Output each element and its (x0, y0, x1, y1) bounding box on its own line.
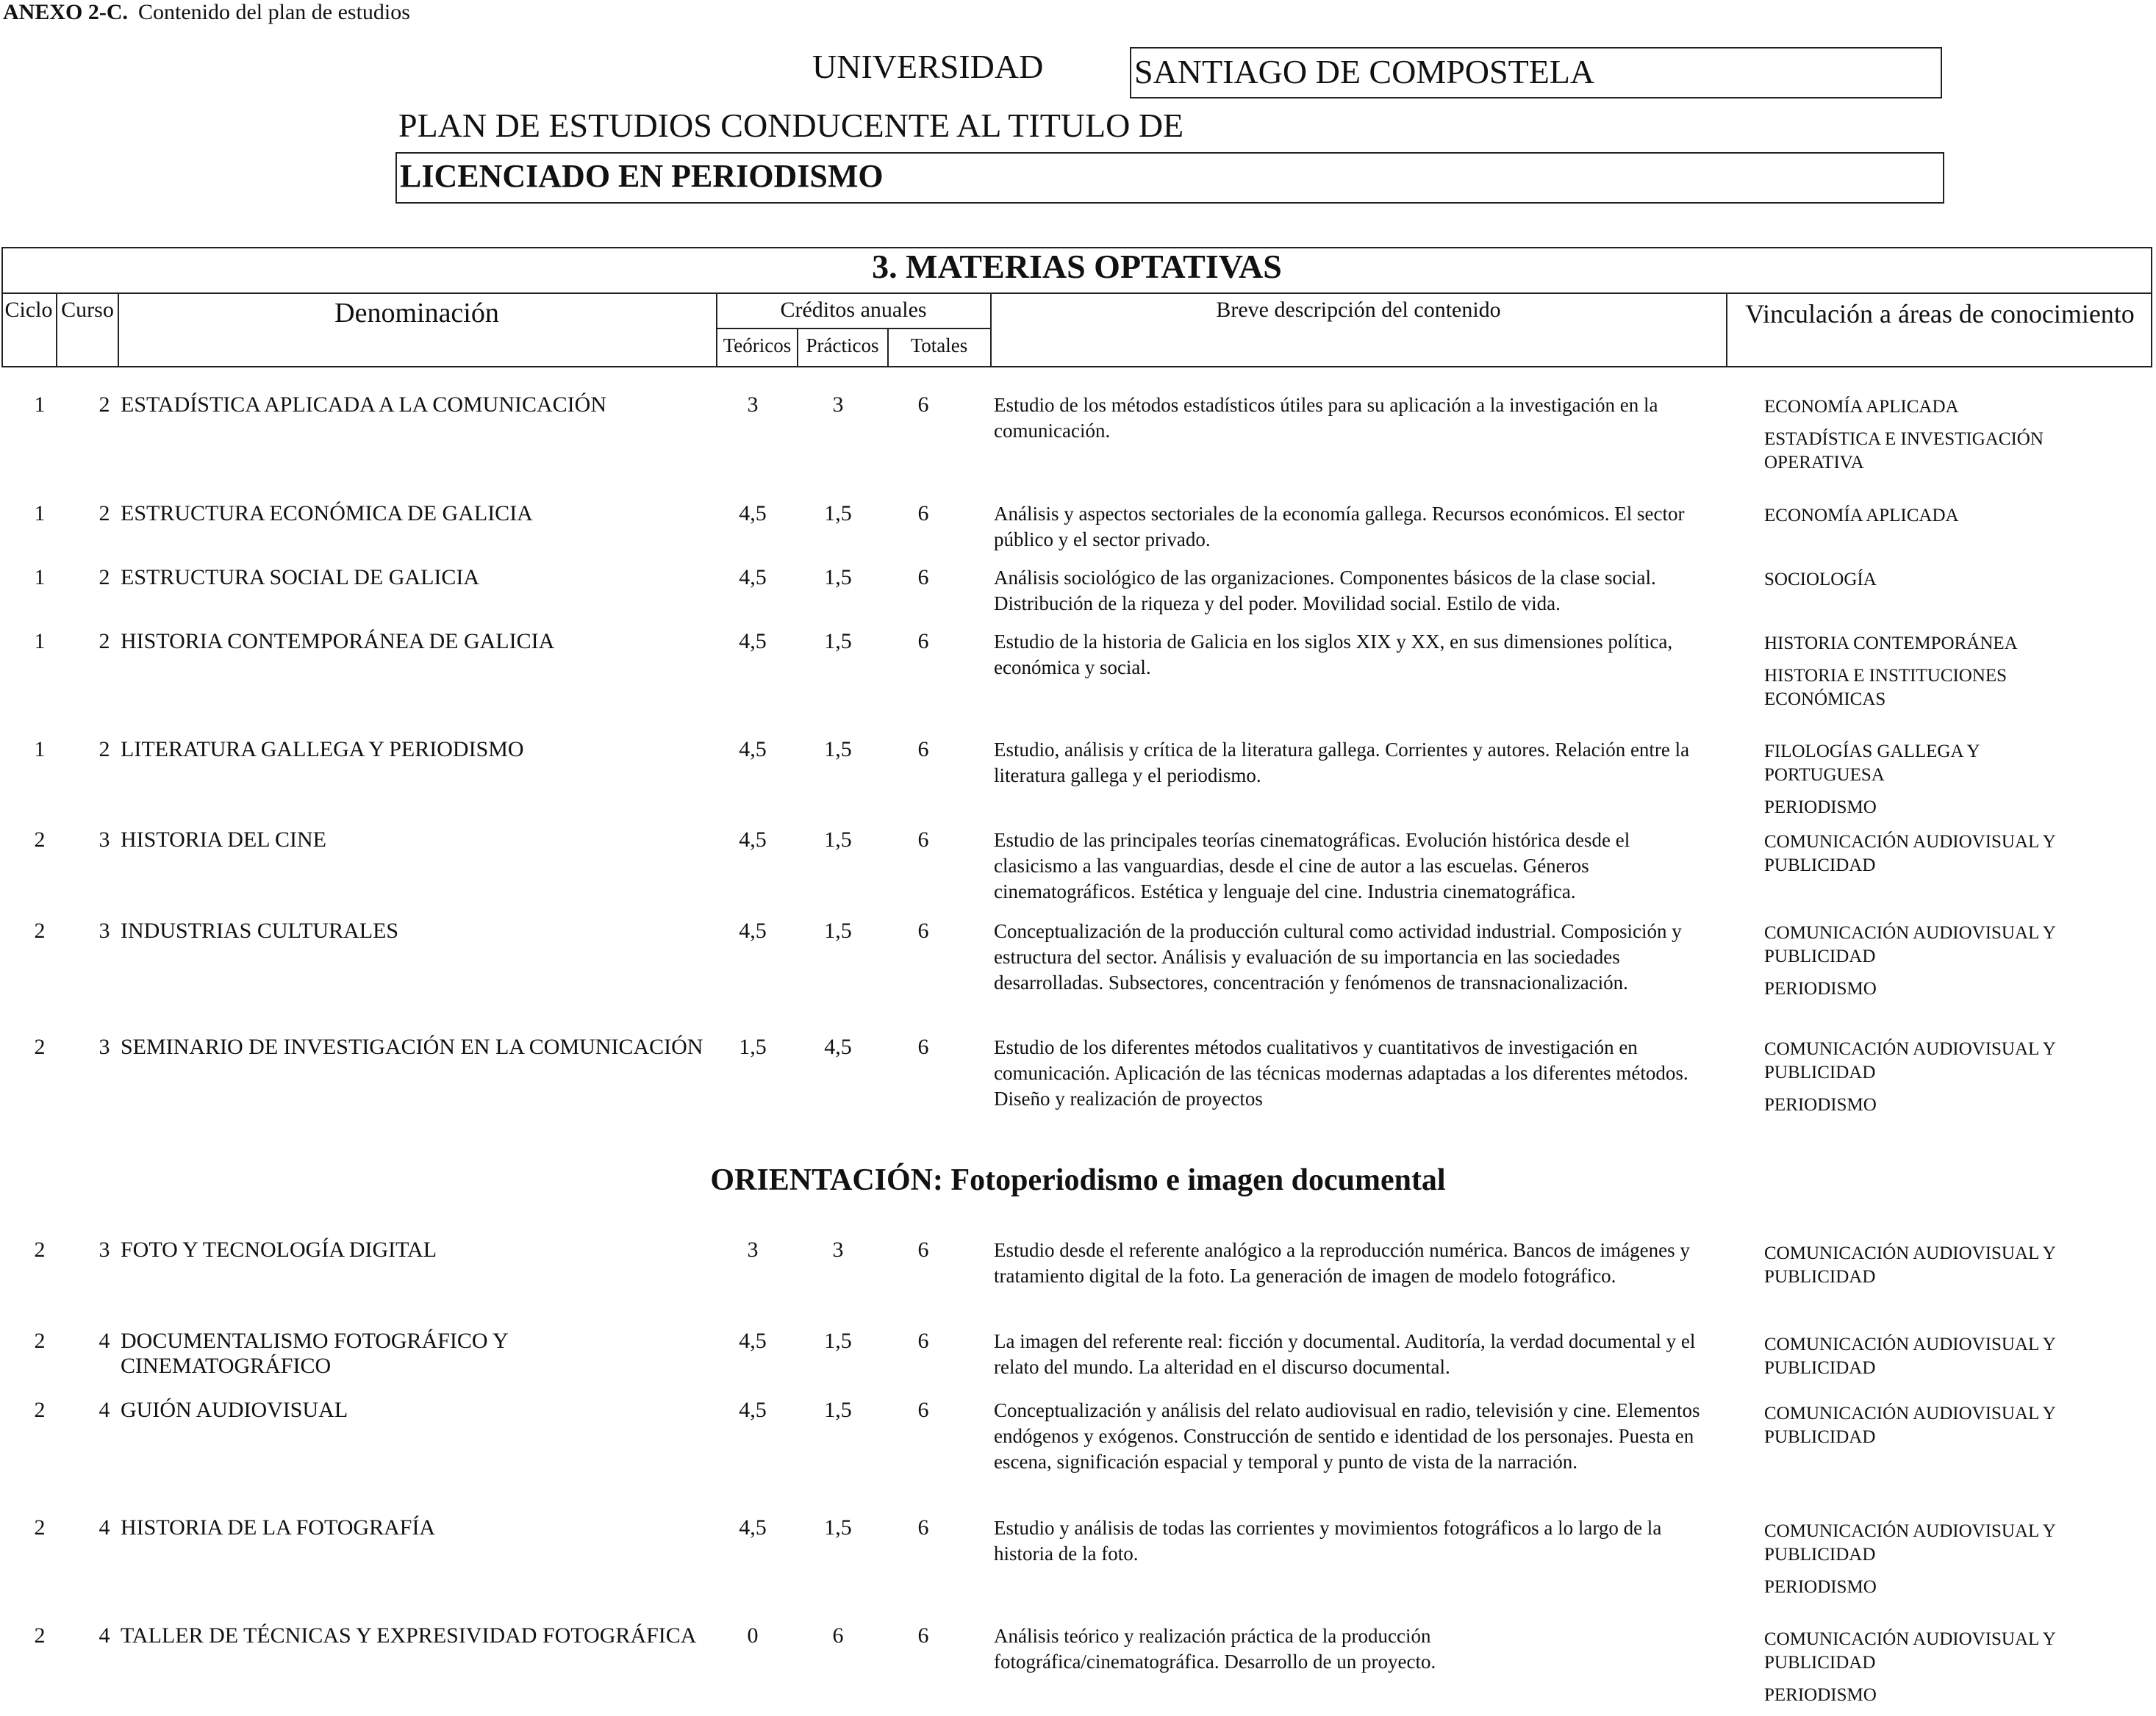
ciclo-cell: 2 (34, 1515, 46, 1540)
plan-label: PLAN DE ESTUDIOS CONDUCENTE AL TITULO DE (398, 107, 1184, 144)
university-label: UNIVERSIDAD (812, 48, 1044, 85)
teoricos-cell: 4,5 (739, 501, 767, 525)
practicos-cell: 3 (832, 392, 844, 417)
area-item: COMUNICACIÓN AUDIOVISUAL Y PUBLICIDAD (1764, 1039, 2055, 1083)
header-divider (1, 292, 2152, 294)
practicos-cell: 6 (832, 1623, 844, 1648)
teoricos-cell: 4,5 (739, 565, 767, 589)
description-cell: La imagen del referente real: ficción y documental. Auditoría, la verdad documental y el relato del mundo. La alteridad en el discurso documental. (994, 1330, 1696, 1378)
header-creditos: Créditos anuales (780, 298, 927, 322)
area-item: COMUNICACIÓN AUDIOVISUAL Y PUBLICIDAD (1764, 1243, 2055, 1287)
header-denominacion: Denominación (334, 298, 499, 329)
practicos-cell: 1,5 (824, 1398, 852, 1422)
teoricos-cell: 1,5 (739, 1035, 767, 1059)
areas-cell (1764, 1333, 2080, 1389)
description-cell: Estudio, análisis y crítica de la literatura gallega. Corrientes y autores. Relación entre la literatura gallega y el periodismo. (994, 739, 1690, 786)
practicos-cell: 4,5 (824, 1035, 852, 1059)
ciclo-cell: 2 (34, 828, 46, 852)
area-item: FILOLOGÍAS GALLEGA Y PORTUGUESA (1764, 742, 1980, 785)
areas-cell (1764, 632, 2080, 720)
practicos-cell: 1,5 (824, 919, 852, 943)
description-cell: Estudio de los diferentes métodos cualitativos y cuantitativos de investigación en comunicación. Aplicación de las técnicas modernas adaptadas a los diferentes métodos. Diseño y realización de proyectos (994, 1036, 1688, 1110)
description-cell: Estudio desde el referente analógico a la reproducción numérica. Bancos de imágenes y tratamiento digital de la foto. La generación de imagen de modelo fotográfico. (994, 1239, 1690, 1287)
totales-cell: 6 (917, 737, 929, 761)
curso-cell: 4 (99, 1398, 110, 1422)
teoricos-cell: 3 (747, 1238, 759, 1262)
teoricos-cell: 0 (747, 1623, 759, 1648)
teoricos-cell: 4,5 (739, 737, 767, 761)
curso-cell: 2 (99, 737, 110, 761)
subject-name: INDUSTRIAS CULTURALES (121, 919, 399, 943)
university-name-box: SANTIAGO DE COMPOSTELA (1130, 47, 1942, 98)
totales-cell: 6 (917, 828, 929, 852)
areas-cell (1764, 830, 2080, 886)
ciclo-cell: 2 (34, 1238, 46, 1262)
areas-cell (1764, 1402, 2080, 1458)
curso-cell: 3 (99, 828, 110, 852)
areas-cell (1764, 922, 2080, 1010)
totales-cell: 6 (917, 1238, 929, 1262)
area-item: PERIODISMO (1764, 1685, 1877, 1705)
ciclo-cell: 1 (34, 737, 46, 761)
credits-subdivider (716, 328, 990, 329)
header-teoricos: Teóricos (723, 334, 792, 356)
areas-cell (1764, 1628, 2080, 1716)
description-cell: Conceptualización y análisis del relato audiovisual en radio, televisión y cine. Elementos endógenos y exógenos. Construcción de sentido e identidad de los personajes. Puesta en escena, significación espacial y temporal y punto de vista de la narración. (994, 1399, 1700, 1473)
totales-cell: 6 (917, 1623, 929, 1648)
area-item: COMUNICACIÓN AUDIOVISUAL Y PUBLICIDAD (1764, 1521, 2055, 1565)
description-cell: Estudio de los métodos estadísticos útiles para su aplicación a la investigación en la comunicación. (994, 394, 1658, 442)
ciclo-cell: 2 (34, 919, 46, 943)
subject-name: ESTRUCTURA SOCIAL DE GALICIA (121, 565, 480, 589)
totales-cell: 6 (917, 629, 929, 653)
degree-name-box: LICENCIADO EN PERIODISMO (395, 152, 1944, 204)
ciclo-cell: 2 (34, 1623, 46, 1648)
area-item: COMUNICACIÓN AUDIOVISUAL Y PUBLICIDAD (1764, 1335, 2055, 1378)
area-item: PERIODISMO (1764, 1577, 1877, 1597)
description-cell: Análisis y aspectos sectoriales de la economía gallega. Recursos económicos. El sector público y el sector privado. (994, 503, 1685, 550)
totales-cell: 6 (917, 501, 929, 525)
description-cell: Análisis sociológico de las organizaciones. Componentes básicos de la clase social. Distribución de la riqueza y del poder. Movilidad social. Estilo de vida. (994, 567, 1656, 614)
totales-cell: 6 (917, 1035, 929, 1059)
teoricos-cell: 4,5 (739, 1398, 767, 1422)
areas-cell (1764, 1038, 2080, 1126)
teoricos-cell: 4,5 (739, 919, 767, 943)
ciclo-cell: 1 (34, 501, 46, 525)
header-practicos: Prácticos (806, 334, 879, 356)
ciclo-cell: 1 (34, 565, 46, 589)
ciclo-cell: 1 (34, 629, 46, 653)
areas-cell (1764, 504, 2080, 536)
practicos-cell: 1,5 (824, 1515, 852, 1540)
subject-name: HISTORIA DEL CINE (121, 828, 326, 852)
teoricos-cell: 4,5 (739, 1329, 767, 1353)
header-curso: Curso (61, 298, 114, 322)
area-item: ECONOMÍA APLICADA (1764, 506, 1959, 525)
ciclo-cell: 1 (34, 392, 46, 417)
subject-name: HISTORIA DE LA FOTOGRAFÍA (121, 1515, 436, 1540)
subject-name: HISTORIA CONTEMPORÁNEA DE GALICIA (121, 629, 555, 653)
curso-cell: 3 (99, 919, 110, 943)
description-cell: Análisis teórico y realización práctica de la producción fotográfica/cinematográfica. Desarrollo de un proyecto. (994, 1625, 1436, 1673)
header-descripcion: Breve descripción del contenido (1216, 298, 1501, 322)
subject-name: GUIÓN AUDIOVISUAL (121, 1398, 348, 1422)
totales-cell: 6 (917, 392, 929, 417)
subject-name: ESTRUCTURA ECONÓMICA DE GALICIA (121, 501, 533, 525)
ciclo-cell: 2 (34, 1329, 46, 1353)
areas-cell (1764, 395, 2080, 484)
area-item: HISTORIA CONTEMPORÁNEA (1764, 633, 2018, 653)
description-cell: Estudio de la historia de Galicia en los siglos XIX y XX, en sus dimensiones política, económica y social. (994, 631, 1673, 678)
subject-name: ESTADÍSTICA APLICADA A LA COMUNICACIÓN (121, 392, 606, 417)
teoricos-cell: 4,5 (739, 629, 767, 653)
totales-cell: 6 (917, 1398, 929, 1422)
curso-cell: 2 (99, 565, 110, 589)
practicos-cell: 3 (832, 1238, 844, 1262)
curso-cell: 2 (99, 501, 110, 525)
annex-heading (3, 0, 410, 25)
teoricos-cell: 3 (747, 392, 759, 417)
curso-cell: 3 (99, 1238, 110, 1262)
curso-cell: 4 (99, 1515, 110, 1540)
subject-name: LITERATURA GALLEGA Y PERIODISMO (121, 737, 524, 761)
areas-cell (1764, 568, 2080, 600)
description-cell: Conceptualización de la producción cultural como actividad industrial. Composición y estructura del sector. Análisis y evaluación de su importancia en las sociedades desarrolladas. Subsectores, concentración y fenómenos de transnacionalización. (994, 920, 1682, 994)
teoricos-cell: 4,5 (739, 828, 767, 852)
curso-cell: 4 (99, 1623, 110, 1648)
area-item: ECONOMÍA APLICADA (1764, 397, 1959, 417)
practicos-cell: 1,5 (824, 737, 852, 761)
header-vinculacion: Vinculación a áreas de conocimiento (1745, 299, 2135, 329)
header-totales: Totales (910, 334, 968, 356)
ciclo-cell: 2 (34, 1398, 46, 1422)
practicos-cell: 1,5 (824, 828, 852, 852)
teoricos-cell: 4,5 (739, 1515, 767, 1540)
totales-cell: 6 (917, 1329, 929, 1353)
subject-name: TALLER DE TÉCNICAS Y EXPRESIVIDAD FOTOGRÁFICA (121, 1623, 697, 1648)
curso-cell: 4 (99, 1329, 110, 1353)
area-item: COMUNICACIÓN AUDIOVISUAL Y PUBLICIDAD (1764, 923, 2055, 966)
areas-cell (1764, 1520, 2080, 1608)
areas-cell (1764, 1242, 2080, 1298)
col-divider (56, 292, 57, 367)
area-item: SOCIOLOGÍA (1764, 570, 1877, 589)
totales-cell: 6 (917, 565, 929, 589)
practicos-cell: 1,5 (824, 501, 852, 525)
area-item: ESTADÍSTICA E INVESTIGACIÓN OPERATIVA (1764, 429, 2044, 473)
area-item: HISTORIA E INSTITUCIONES ECONÓMICAS (1764, 666, 2008, 709)
area-item: PERIODISMO (1764, 1095, 1877, 1115)
practicos-cell: 1,5 (824, 629, 852, 653)
ciclo-cell: 2 (34, 1035, 46, 1059)
section-title: 3. MATERIAS OPTATIVAS (872, 248, 1282, 285)
orientation-title: ORIENTACIÓN: Fotoperiodismo e imagen documental (710, 1163, 1446, 1197)
totales-cell: 6 (917, 919, 929, 943)
subject-name: DOCUMENTALISMO FOTOGRÁFICO Y CINEMATOGRÁFICO (121, 1329, 509, 1378)
practicos-cell: 1,5 (824, 1329, 852, 1353)
curso-cell: 2 (99, 392, 110, 417)
totales-cell: 6 (917, 1515, 929, 1540)
areas-cell (1764, 740, 2080, 828)
area-item: PERIODISMO (1764, 797, 1877, 817)
subject-name: FOTO Y TECNOLOGÍA DIGITAL (121, 1238, 437, 1262)
annex-title: Contenido del plan de estudios (138, 0, 410, 24)
area-item: COMUNICACIÓN AUDIOVISUAL Y PUBLICIDAD (1764, 1629, 2055, 1673)
curso-cell: 2 (99, 629, 110, 653)
curso-cell: 3 (99, 1035, 110, 1059)
description-cell: Estudio de las principales teorías cinematográficas. Evolución histórica desde el clasicismo a las vanguardias, desde el cine de autor a las escuelas. Géneros cinematográficos. Estética y lenguaje del cine. Industria cinematográfica. (994, 829, 1630, 902)
subject-name: SEMINARIO DE INVESTIGACIÓN EN LA COMUNICACIÓN (121, 1035, 703, 1059)
practicos-cell: 1,5 (824, 565, 852, 589)
area-item: COMUNICACIÓN AUDIOVISUAL Y PUBLICIDAD (1764, 1404, 2055, 1447)
annex-code: ANEXO 2-C. (3, 0, 128, 24)
area-item: COMUNICACIÓN AUDIOVISUAL Y PUBLICIDAD (1764, 832, 2055, 875)
area-item: PERIODISMO (1764, 979, 1877, 999)
description-cell: Estudio y análisis de todas las corrientes y movimientos fotográficos a lo largo de la historia de la foto. (994, 1517, 1662, 1565)
header-ciclo: Ciclo (4, 298, 53, 322)
